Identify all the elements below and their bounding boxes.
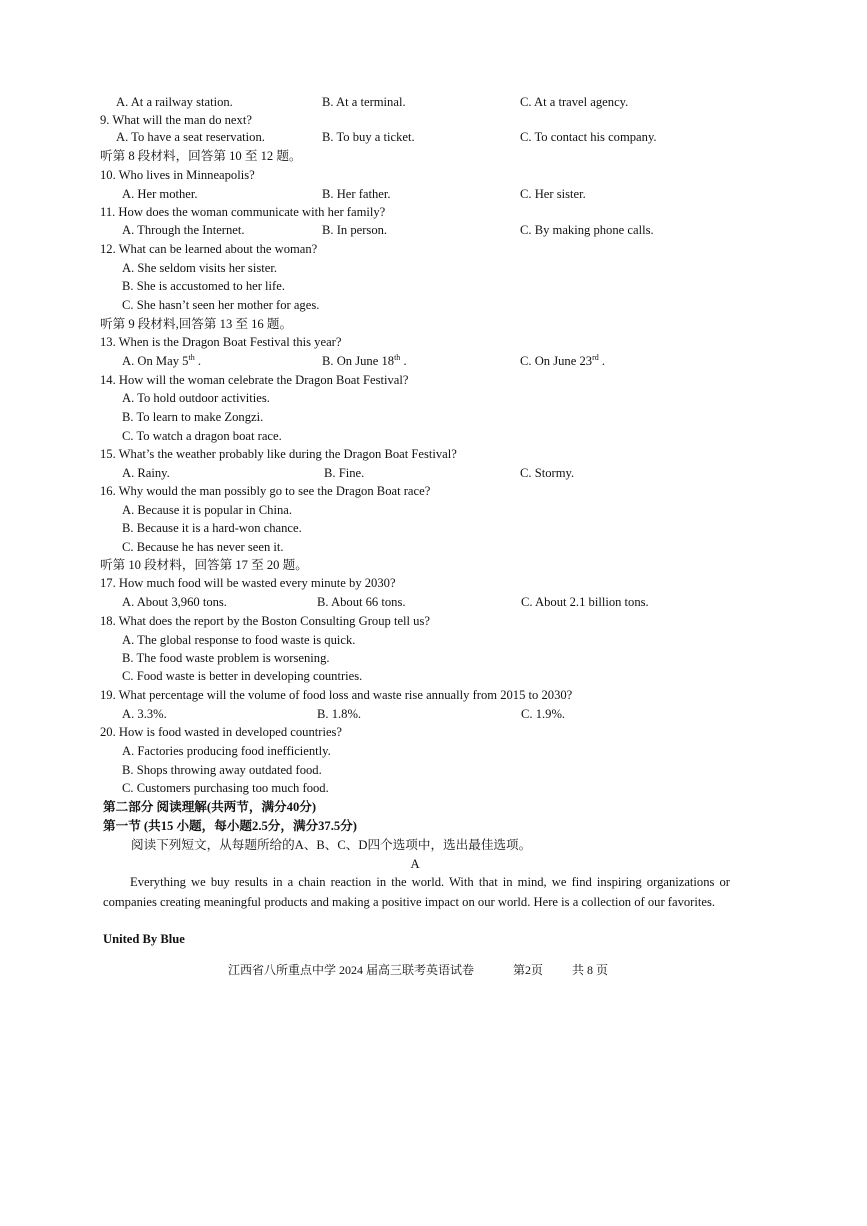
section1-heading-row xyxy=(0,817,867,836)
q17-option-c: C. About 2.1 billion tons. xyxy=(521,595,649,609)
q14-option-a-row xyxy=(0,389,867,408)
q16-option-a-row xyxy=(0,501,867,520)
q16-option-c: C. Because he has never seen it. xyxy=(122,540,284,554)
q8-option-c: C. At a travel agency. xyxy=(520,95,629,109)
q14-option-b: B. To learn to make Zongzi. xyxy=(122,410,264,424)
q19-option-b: B. 1.8%. xyxy=(317,707,362,721)
q13-option-b: B. On June 18th . xyxy=(322,352,407,368)
q12-question-row xyxy=(0,240,867,259)
q9-option-a: A. To have a seat reservation. xyxy=(116,130,265,144)
q20-option-a-row xyxy=(0,742,867,761)
q16-option-c-row xyxy=(0,538,867,557)
page-footer xyxy=(0,961,867,979)
q10-question: 10. Who lives in Minneapolis? xyxy=(100,168,255,182)
q11-question-row xyxy=(0,203,867,222)
q8-option-b: B. At a terminal. xyxy=(322,95,406,109)
q15-option-a: A. Rainy. xyxy=(122,466,170,480)
q14-option-a: A. To hold outdoor activities. xyxy=(122,391,270,405)
q17-option-b: B. About 66 tons. xyxy=(317,595,406,609)
q16-question-row xyxy=(0,482,867,501)
q19-question-row xyxy=(0,686,867,705)
q17-option-a: A. About 3,960 tons. xyxy=(122,595,227,609)
q18-option-b: B. The food waste problem is worsening. xyxy=(122,651,330,665)
q11-question: 11. How does the woman communicate with her family? xyxy=(100,205,386,219)
q18-option-c: C. Food waste is better in developing countries. xyxy=(122,669,363,683)
q17-question-row xyxy=(0,574,867,593)
q16-question: 16. Why would the man possibly go to see the Dragon Boat race? xyxy=(100,484,431,498)
q14-option-c: C. To watch a dragon boat race. xyxy=(122,429,282,443)
q8-options xyxy=(0,93,867,112)
q12-option-a-row xyxy=(0,259,867,278)
section-8-heading: 听第 8 段材料，回答第 10 至 12 题。 xyxy=(100,149,302,163)
q11-option-c: C. By making phone calls. xyxy=(520,223,654,237)
q20-option-b-row xyxy=(0,761,867,780)
q11-option-b: B. In person. xyxy=(322,223,388,237)
footer-total-pages: 共 8 页 xyxy=(572,963,609,977)
q16-option-b-row xyxy=(0,519,867,538)
q16-option-a: A. Because it is popular in China. xyxy=(122,503,292,517)
q18-question: 18. What does the report by the Boston Consulting Group tell us? xyxy=(100,614,430,628)
q20-option-b: B. Shops throwing away outdated food. xyxy=(122,763,322,777)
instruction-row xyxy=(0,836,867,855)
passage-letter: A xyxy=(410,857,420,871)
q15-question-row xyxy=(0,445,867,464)
footer-page-number: 第2页 xyxy=(513,963,544,977)
q10-question-row xyxy=(0,166,867,185)
q11-options xyxy=(0,221,867,240)
footer-exam-title: 江西省八所重点中学 2024 届高三联考英语试卷 xyxy=(228,963,475,977)
q14-question-row xyxy=(0,371,867,390)
q17-options xyxy=(0,593,867,612)
section-9-heading-row xyxy=(0,315,867,334)
q17-question: 17. How much food will be wasted every minute by 2030? xyxy=(100,576,396,590)
q10-option-b: B. Her father. xyxy=(322,187,391,201)
part2-heading-row xyxy=(0,798,867,817)
q20-option-c-row xyxy=(0,779,867,798)
part2-heading: 第二部分 阅读理解(共两节，满分40分) xyxy=(103,800,317,814)
q9-question: 9. What will the man do next? xyxy=(100,113,252,127)
q19-option-c: C. 1.9%. xyxy=(521,707,566,721)
q19-question: 19. What percentage will the volume of food loss and waste rise annually from 2015 to 2030? xyxy=(100,688,573,702)
q18-option-c-row xyxy=(0,667,867,686)
q10-option-a: A. Her mother. xyxy=(122,187,198,201)
section1-heading: 第一节 (共15 小题，每小题2.5分，满分37.5分) xyxy=(103,819,357,833)
q11-option-a: A. Through the Internet. xyxy=(122,223,245,237)
q12-option-c: C. She hasn’t seen her mother for ages. xyxy=(122,298,320,312)
section-8-heading-row xyxy=(0,147,867,166)
q15-option-b: B. Fine. xyxy=(324,466,365,480)
q10-option-c: C. Her sister. xyxy=(520,187,586,201)
passage-paragraph: Everything we buy results in a chain reaction in the world. With that in mind, we find inspiring organizations or companies creating meaningful products and making a positive impact on our world. Here is a collection of our favorites. xyxy=(103,875,730,909)
q12-option-c-row xyxy=(0,296,867,315)
q15-question: 15. What’s the weather probably like during the Dragon Boat Festival? xyxy=(100,447,457,461)
q12-option-b-row xyxy=(0,277,867,296)
section-10-heading-row xyxy=(0,556,867,575)
q16-option-b: B. Because it is a hard-won chance. xyxy=(122,521,302,535)
q13-question: 13. When is the Dragon Boat Festival this year? xyxy=(100,335,342,349)
q20-question: 20. How is food wasted in developed countries? xyxy=(100,725,343,739)
reading-instruction: 阅读下列短文，从每题所给的A、B、C、D四个选项中，选出最佳选项。 xyxy=(131,838,532,852)
q15-options xyxy=(0,464,867,483)
section-9-heading: 听第 9 段材料,回答第 13 至 16 题。 xyxy=(100,317,293,331)
passage-subheading: United By Blue xyxy=(103,932,185,946)
q8-option-a: A. At a railway station. xyxy=(116,95,233,109)
q14-question: 14. How will the woman celebrate the Dragon Boat Festival? xyxy=(100,373,409,387)
section-10-heading: 听第 10 段材料，回答第 17 至 20 题。 xyxy=(100,558,308,572)
q13-options xyxy=(0,352,867,371)
q9-option-b: B. To buy a ticket. xyxy=(322,130,415,144)
q14-option-c-row xyxy=(0,427,867,446)
q19-options xyxy=(0,705,867,724)
q20-option-a: A. Factories producing food inefficiently. xyxy=(122,744,331,758)
q13-question-row xyxy=(0,333,867,352)
q18-option-a: A. The global response to food waste is quick. xyxy=(122,633,356,647)
q9-option-c: C. To contact his company. xyxy=(520,130,657,144)
q15-option-c: C. Stormy. xyxy=(520,466,575,480)
q10-options xyxy=(0,185,867,204)
subheading-row xyxy=(0,930,867,949)
q18-question-row xyxy=(0,612,867,631)
q12-question: 12. What can be learned about the woman? xyxy=(100,242,318,256)
q9-options xyxy=(0,128,867,147)
q20-question-row xyxy=(0,723,867,742)
q13-option-a: A. On May 5th . xyxy=(122,352,201,368)
q12-option-a: A. She seldom visits her sister. xyxy=(122,261,277,275)
q19-option-a: A. 3.3%. xyxy=(122,707,167,721)
q20-option-c: C. Customers purchasing too much food. xyxy=(122,781,329,795)
q14-option-b-row xyxy=(0,408,867,427)
q13-option-c: C. On June 23rd . xyxy=(520,352,606,368)
q18-option-b-row xyxy=(0,649,867,668)
q18-option-a-row xyxy=(0,631,867,650)
q12-option-b: B. She is accustomed to her life. xyxy=(122,279,285,293)
